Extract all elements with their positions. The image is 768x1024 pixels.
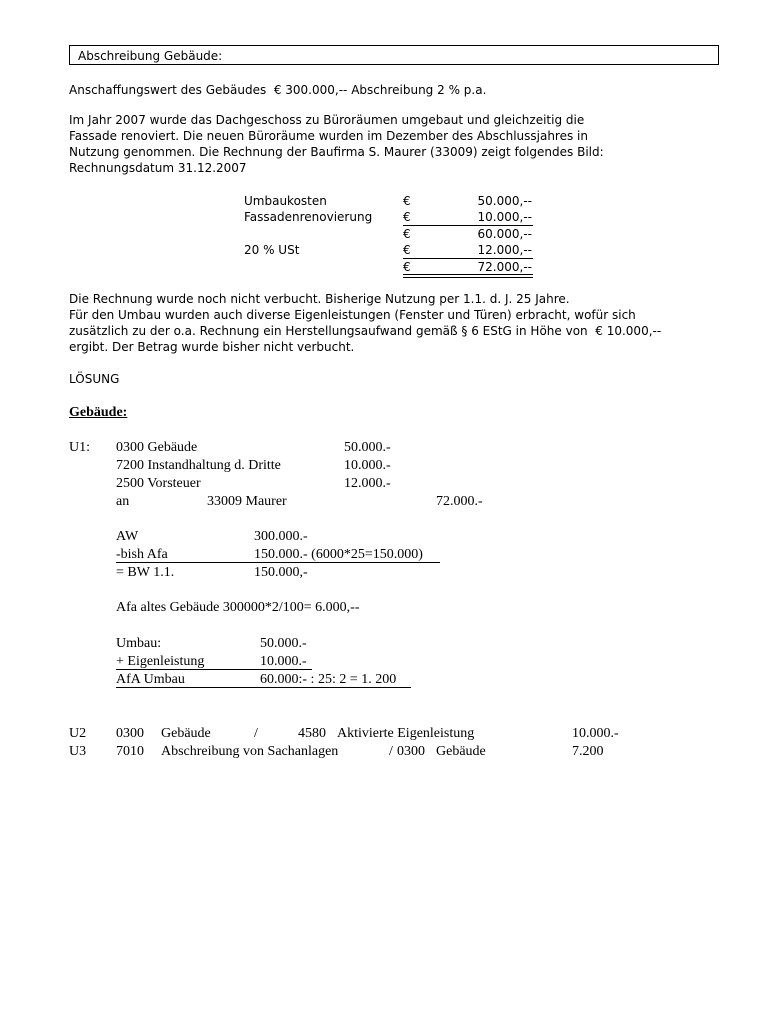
afa-alt-line: Afa altes Gebäude 300000*2/100= 6.000,-- [116,600,360,615]
calc-bw-underline [116,562,440,563]
para2-line-4: ergibt. Der Betrag wurde bisher nicht verbucht. [69,340,355,354]
section-title: Gebäude: [69,405,128,420]
calc-bw-label: -bish Afa [116,547,168,562]
invoice-row-currency: € [403,260,411,274]
u2-amount: 10.000.- [572,726,619,741]
calc-umbau-label: + Eigenleistung [116,654,205,669]
para1-line-1: Im Jahr 2007 wurde das Dachgeschoss zu Büroräumen umgebaut und gleichzeitig die [69,113,585,127]
u3-amount: 7.200 [572,744,604,759]
u3-debit-no: 7010 [116,744,144,759]
u2-credit-name: Aktivierte Eigenleistung [337,726,475,741]
invoice-row-currency: € [403,227,411,241]
u1-debit-amount: 10.000.- [344,458,391,473]
invoice-row-amount: 72.000,-- [477,260,532,274]
calc-umbau-value: 50.000.- [260,636,307,651]
u3-slash: / [389,744,393,759]
invoice-sum-line [403,225,533,226]
u2-label: U2 [69,726,87,741]
invoice-sum-line [403,258,533,259]
calc-umbau-underline [116,669,312,670]
u1-credit-amount: 72.000.- [436,494,483,509]
calc-umbau-label: Umbau: [116,636,162,651]
calc-bw-label: AW [116,529,139,544]
invoice-row-label: 20 % USt [244,243,300,257]
title-text: Abschreibung Gebäude: [78,49,223,63]
para1-line-2: Fassade renoviert. Die neuen Büroräume wurden im Dezember des Abschlussjahres in [69,129,588,143]
calc-umbau-label: AfA Umbau [116,672,185,687]
u3-debit-name: Abschreibung von Sachanlagen [161,744,339,759]
invoice-row-amount: 10.000,-- [477,210,532,224]
u1-credit-prefix: an [116,494,130,509]
invoice-row-amount: 60.000,-- [477,227,532,241]
u1-credit-account: 33009 Maurer [207,494,287,509]
invoice-row-currency: € [403,194,411,208]
u1-debit-account: 2500 Vorsteuer [116,476,201,491]
u1-debit-account: 0300 Gebäude [116,440,198,455]
u2-credit-no: 4580 [298,726,326,741]
u2-debit-name: Gebäude [161,726,211,741]
title-box [69,45,719,65]
calc-umbau-value: 10.000.- [260,654,307,669]
invoice-row-amount: 50.000,-- [477,194,532,208]
calc-umbau-value: 60.000:- : 25: 2 = 1. 200 [260,672,397,687]
calc-bw-value: 150.000.- (6000*25=150.000) [254,547,423,562]
u2-slash: / [254,726,258,741]
u1-debit-account: 7200 Instandhaltung d. Dritte [116,458,281,473]
invoice-total-line [403,277,533,278]
u1-debit-amount: 12.000.- [344,476,391,491]
u3-credit-no: 0300 [397,744,425,759]
intro-line: Anschaffungswert des Gebäudes € 300.000,-- Abschreibung 2 % p.a. [69,83,487,97]
calc-bw-label: = BW 1.1. [116,565,175,580]
para2-line-1: Die Rechnung wurde noch nicht verbucht. Bisherige Nutzung per 1.1. d. J. 25 Jahre. [69,292,570,306]
u1-label: U1: [69,440,90,455]
para2-line-3: zusätzlich zu der o.a. Rechnung ein Herstellungsaufwand gemäß § 6 EStG in Höhe von € 10.000,-- [69,324,662,338]
calc-bw-value: 300.000.- [254,529,308,544]
invoice-total-line [403,274,533,275]
u3-credit-name: Gebäude [436,744,486,759]
invoice-row-label: Umbaukosten [244,194,327,208]
u1-debit-amount: 50.000.- [344,440,391,455]
invoice-row-currency: € [403,243,411,257]
para1-line-3: Nutzung genommen. Die Rechnung der Baufirma S. Maurer (33009) zeigt folgendes Bild: [69,145,604,159]
para2-line-2: Für den Umbau wurden auch diverse Eigenleistungen (Fenster und Türen) erbracht, wofür sich [69,308,636,322]
invoice-row-currency: € [403,210,411,224]
calc-umbau-underline [116,687,411,688]
calc-bw-value: 150.000,- [254,565,308,580]
u2-debit-no: 0300 [116,726,144,741]
u3-label: U3 [69,744,87,759]
invoice-row-amount: 12.000,-- [477,243,532,257]
invoice-row-label: Fassadenrenovierung [244,210,373,224]
para1-line-4: Rechnungsdatum 31.12.2007 [69,161,247,175]
loesung-label: LÖSUNG [69,372,120,386]
